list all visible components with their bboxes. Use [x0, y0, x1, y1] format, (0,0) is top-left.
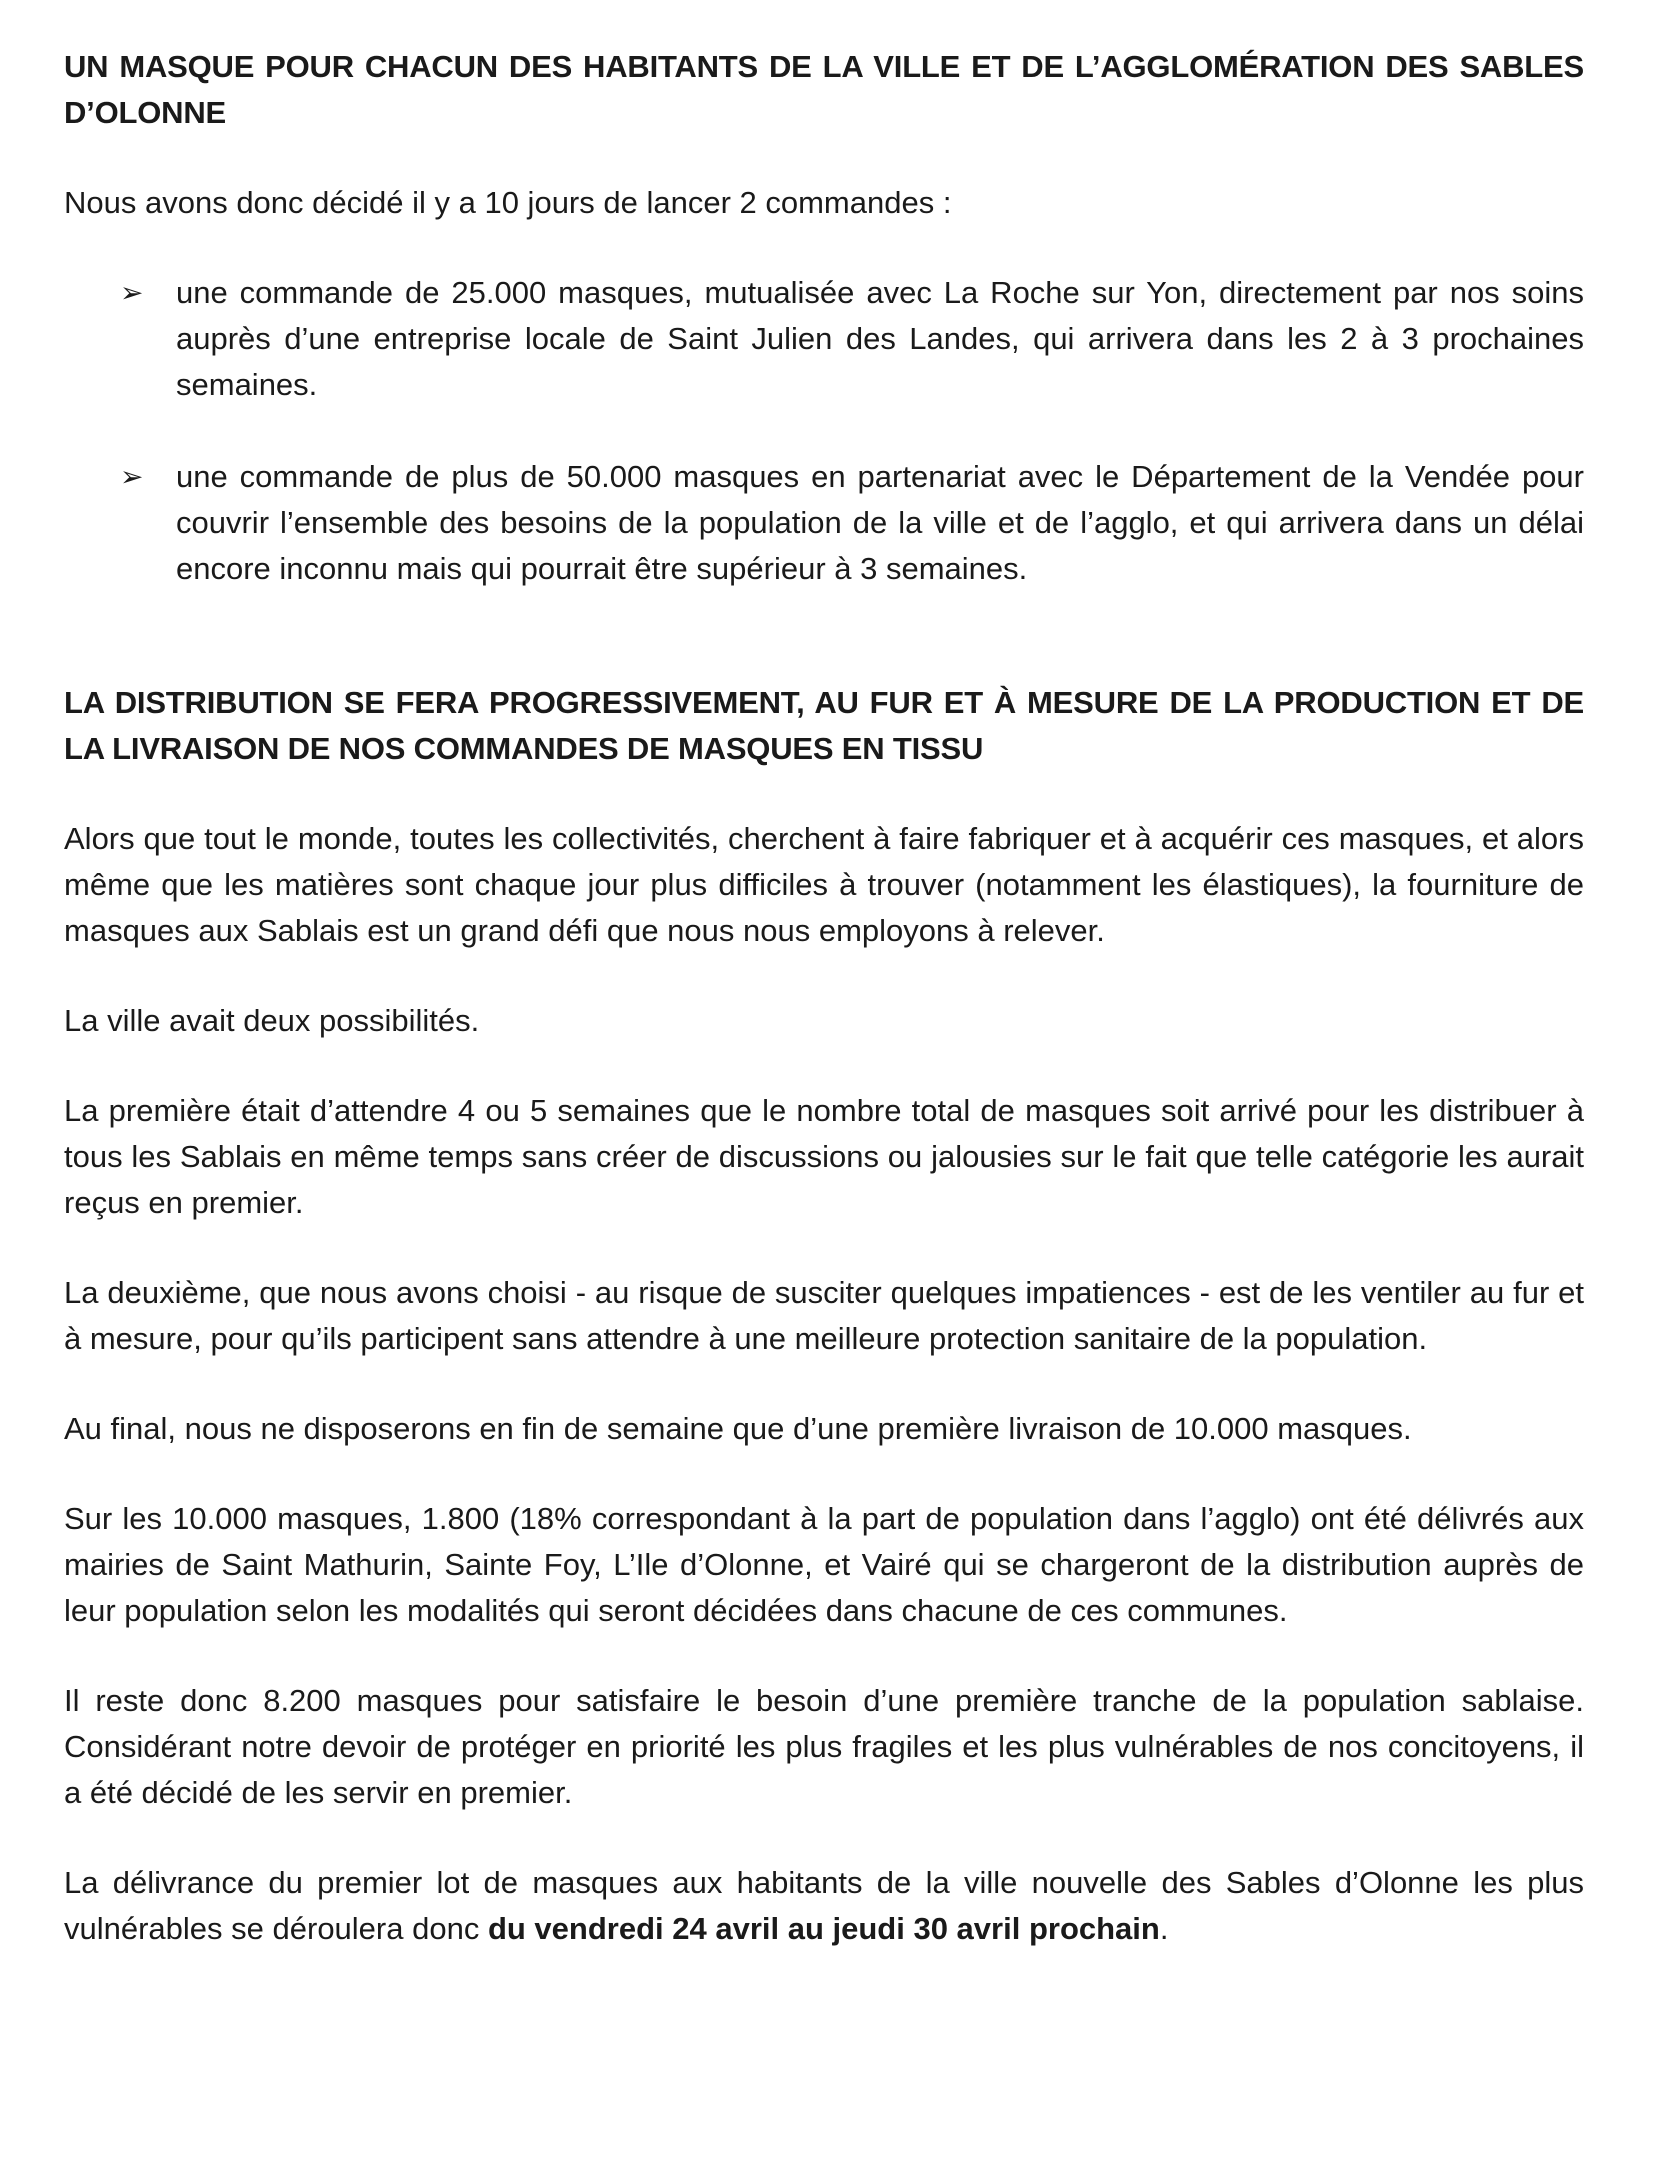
heading-distribution: LA DISTRIBUTION SE FERA PROGRESSIVEMENT, AU FUR ET À MESURE DE LA PRODUCTION ET DE LA LIVRAISON DE NOS COMMANDES DE MASQUES EN TISSU [64, 685, 1584, 766]
list-item [64, 270, 1584, 408]
paragraph: Au final, nous ne disposerons en fin de semaine que d’une première livraison de 10.000 masques. [64, 1411, 1412, 1446]
bullet-text: une commande de plus de 50.000 masques en partenariat avec le Département de la Vendée pour couvrir l’ensemble des besoins de la population de la ville et de l’agglo, et qui arrivera dans un délai encore inconnu mais qui pourrait être supérieur à 3 semaines. [176, 459, 1584, 586]
paragraph: La deuxième, que nous avons choisi - au risque de susciter quelques impatiences - est de les ventiler au fur et à mesure, pour qu’ils participent sans attendre à une meilleure protection sanitaire de la population. [64, 1275, 1584, 1356]
final-paragraph [64, 1860, 1584, 1952]
bullet-text: une commande de 25.000 masques, mutualisée avec La Roche sur Yon, directement par nos soins auprès d’une entreprise locale de Saint Julien des Landes, qui arrivera dans les 2 à 3 prochaines semaines. [176, 275, 1584, 402]
paragraph: Sur les 10.000 masques, 1.800 (18% correspondant à la part de population dans l’agglo) ont été délivrés aux mairies de Saint Mathurin, Sainte Foy, L’Ile d’Olonne, et Vairé qui se chargeront de la distribution auprès de leur population selon les modalités qui seront décidées dans chacune de ces communes. [64, 1501, 1584, 1628]
distribution-dates: du vendredi 24 avril au jeudi 30 avril prochain [487, 1911, 1160, 1946]
paragraph: La ville avait deux possibilités. [64, 1003, 480, 1038]
final-paragraph-text: La délivrance du premier lot de masques aux habitants de la ville nouvelle des Sables d’Olonne les plus vulnérables se déroulera donc [64, 1865, 1584, 1946]
list-item [64, 454, 1584, 592]
orders-list [64, 270, 1584, 592]
paragraph: Il reste donc 8.200 masques pour satisfaire le besoin d’une première tranche de la population sablaise. Considérant notre devoir de protéger en priorité les plus fragiles et les plus vulnérables de nos concitoyens, il a été décidé de les servir en premier. [64, 1683, 1584, 1810]
heading-masque-habitants: UN MASQUE POUR CHACUN DES HABITANTS DE LA VILLE ET DE L’AGGLOMÉRATION DES SABLES D’OLONNE [64, 49, 1584, 130]
paragraph: La première était d’attendre 4 ou 5 semaines que le nombre total de masques soit arrivé pour les distribuer à tous les Sablais en même temps sans créer de discussions ou jalousies sur le fait que telle catégorie les aurait reçus en premier. [64, 1093, 1584, 1220]
paragraph: Alors que tout le monde, toutes les collectivités, cherchent à faire fabriquer et à acquérir ces masques, et alors même que les matières sont chaque jour plus difficiles à trouver (notamment les élastiques), la fourniture de masques aux Sablais est un grand défi que nous nous employons à relever. [64, 821, 1584, 948]
final-paragraph-end: . [1159, 1911, 1169, 1946]
intro-paragraph: Nous avons donc décidé il y a 10 jours de lancer 2 commandes : [64, 185, 952, 220]
document-page [64, 44, 1584, 1952]
arrow-bullet-icon: ➢ [120, 461, 144, 492]
arrow-bullet-icon: ➢ [120, 277, 144, 308]
